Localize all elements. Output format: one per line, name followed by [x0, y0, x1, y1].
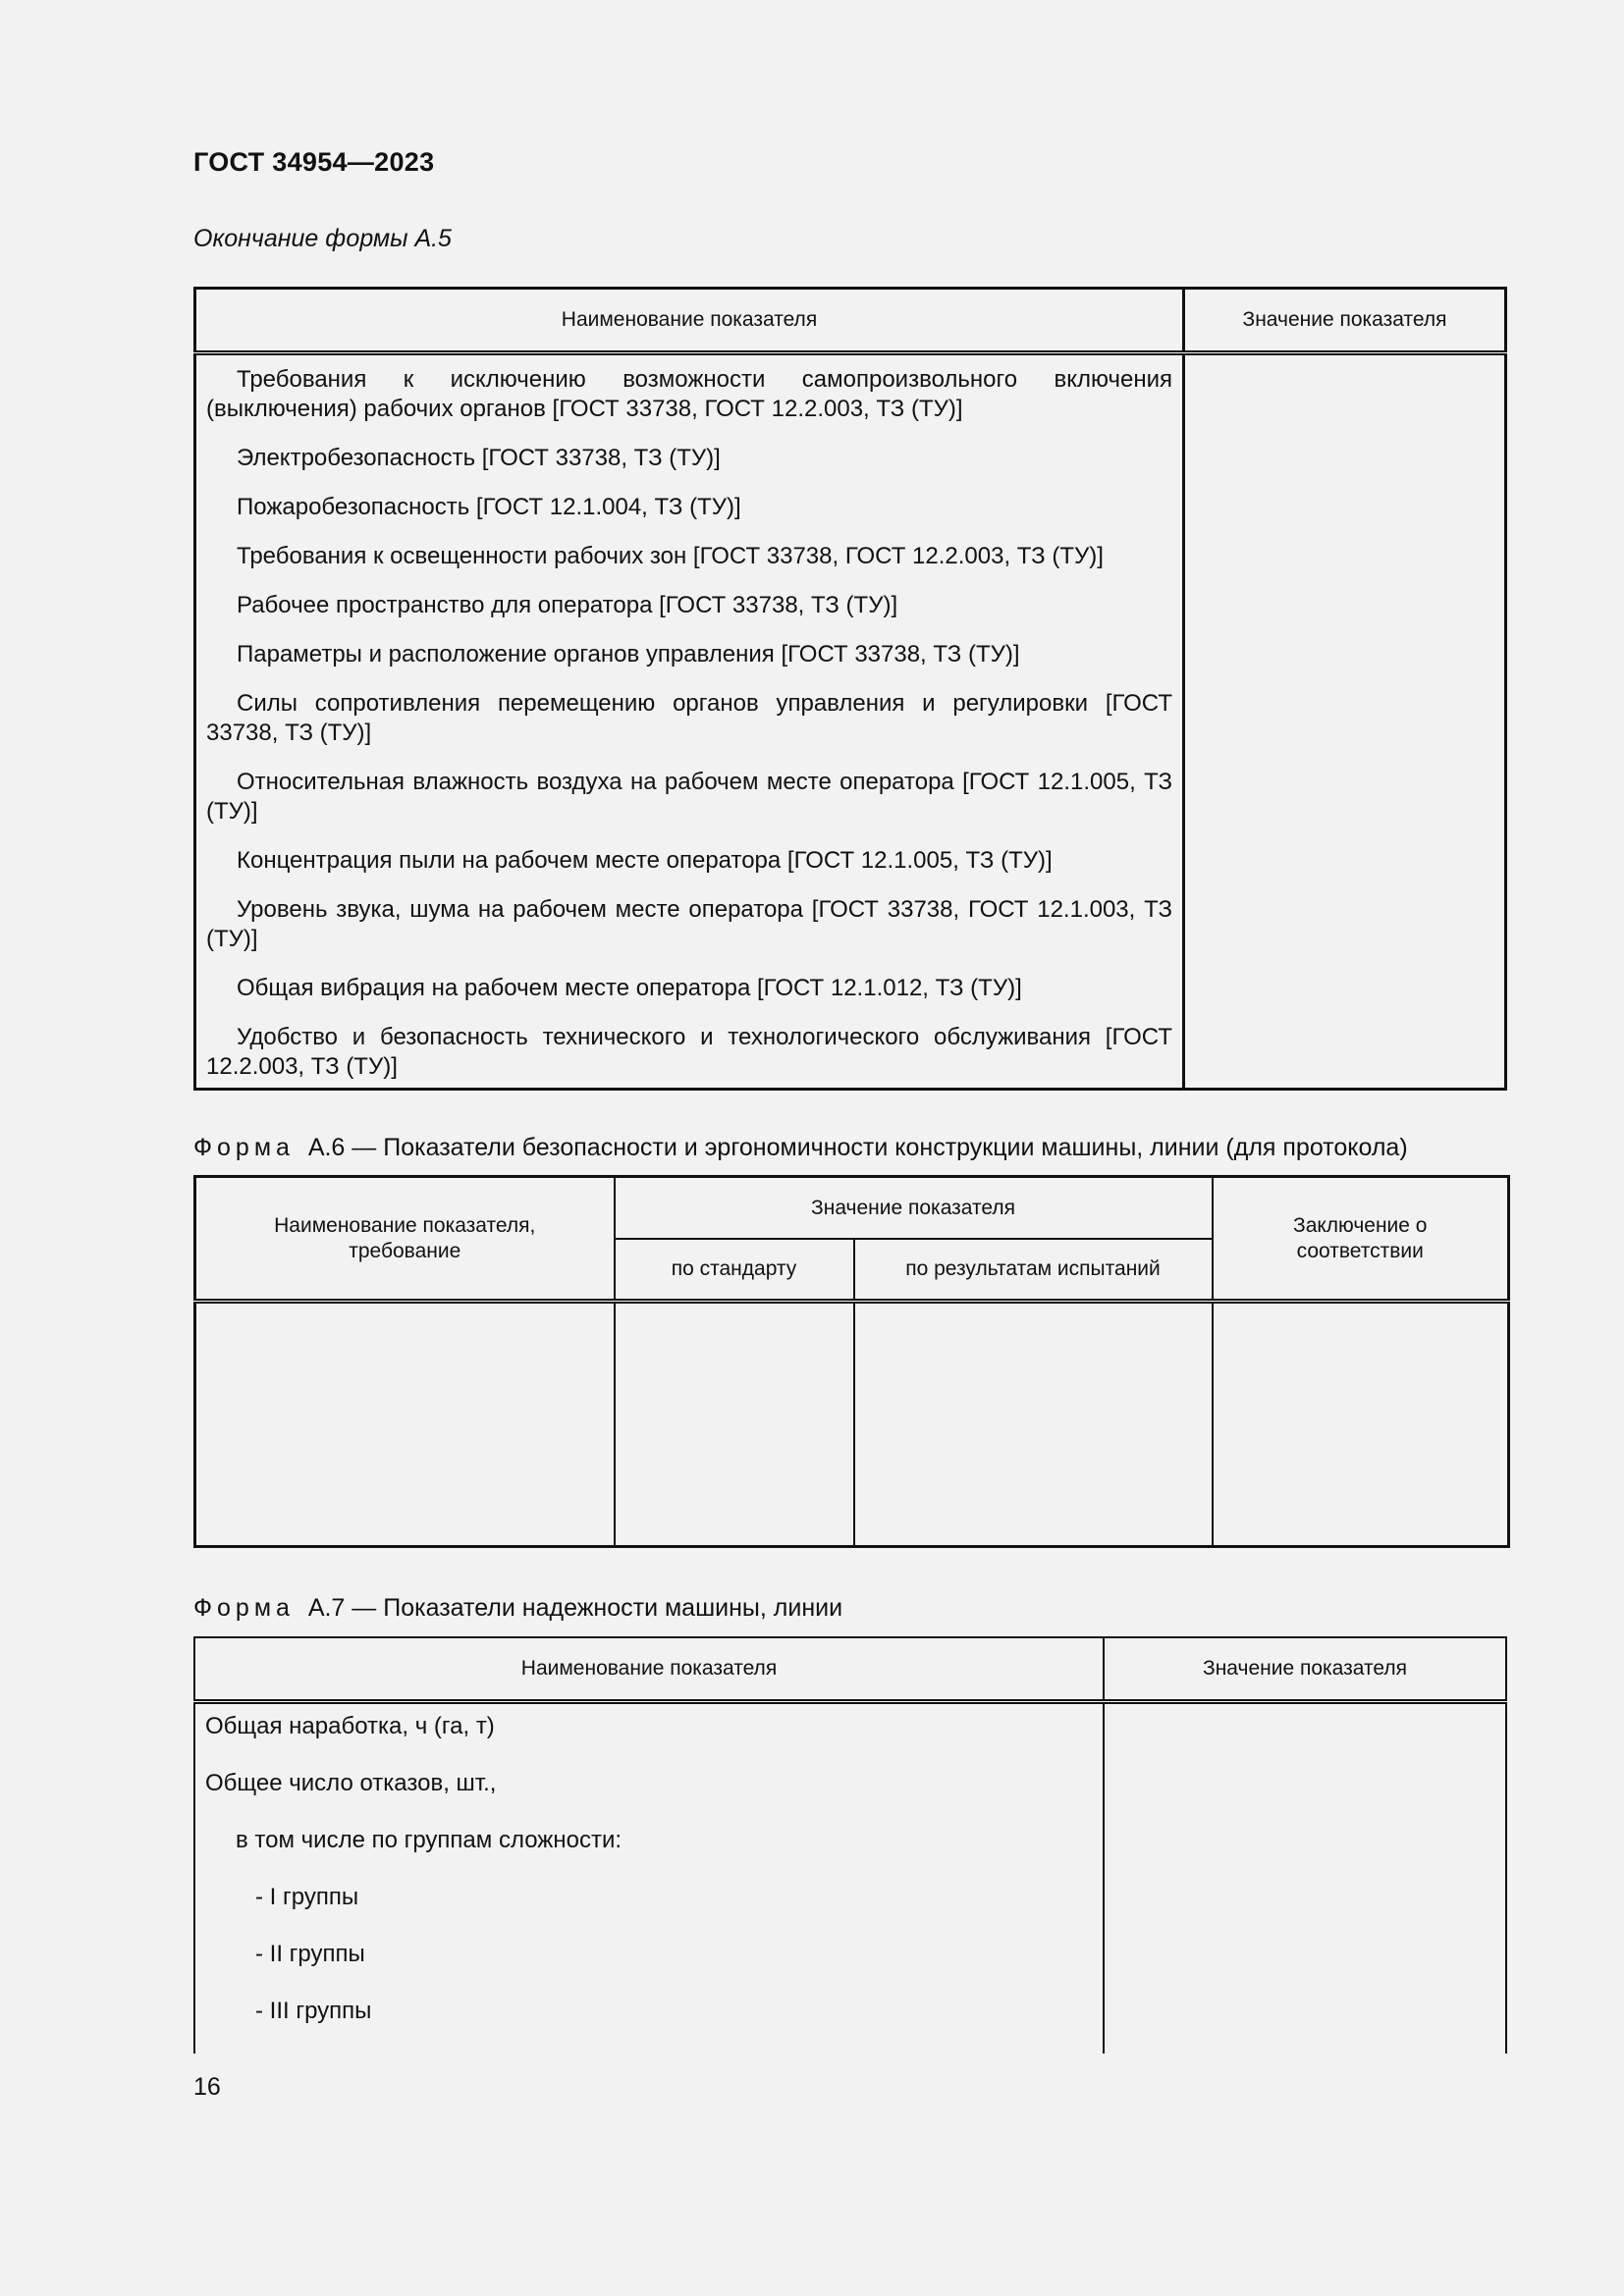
column-header-indicator-value: Значение показателя — [1104, 1637, 1506, 1702]
page-number: 16 — [193, 2073, 221, 2101]
list-item: в том числе по группам сложности: — [236, 1827, 623, 1853]
list-item: Общее число отказов, шт., — [205, 1770, 497, 1796]
form-a7-table — [193, 1636, 1507, 2054]
column-header-by-standard: по стандарту — [615, 1239, 854, 1302]
column-header-name-requirement: Наименование показателя, требование — [195, 1177, 615, 1302]
list-item: - III группы — [255, 1998, 372, 2024]
indicator-item: Относительная влажность воздуха на рабочем месте оператора [ГОСТ 12.1.005, ТЗ (ТУ)] — [206, 769, 1172, 825]
column-header-indicator-name: Наименование показателя — [195, 289, 1184, 353]
indicator-item: Пожаробезопасность [ГОСТ 12.1.004, ТЗ (ТУ)] — [237, 494, 741, 520]
form-a7-caption-word: Форма — [193, 1594, 295, 1622]
form-a7-caption-text: А.7 — Показатели надежности машины, линии — [307, 1594, 843, 1622]
form-a6-caption-word: Форма — [193, 1134, 295, 1161]
form-a6-table — [193, 1175, 1510, 1548]
indicator-item: Требования к исключению возможности самопроизвольного включения (выключения) рабочих органов [ГОСТ 33738, ГОСТ 12.2.003, ТЗ (ТУ)] — [206, 366, 1172, 422]
list-item: - II группы — [255, 1941, 365, 1967]
indicator-item: Уровень звука, шума на рабочем месте оператора [ГОСТ 33738, ГОСТ 12.1.003, ТЗ (ТУ)] — [206, 896, 1172, 952]
indicator-item: Концентрация пыли на рабочем месте оператора [ГОСТ 12.1.005, ТЗ (ТУ)] — [237, 847, 1053, 874]
form-a7-caption — [193, 1594, 842, 1623]
indicator-item: Электробезопасность [ГОСТ 33738, ТЗ (ТУ)] — [237, 445, 721, 471]
form-a6-caption-text: А.6 — Показатели безопасности и эргономичности конструкции машины, линии (для протокола) — [307, 1134, 1408, 1161]
indicator-item: Силы сопротивления перемещению органов управления и регулировки [ГОСТ 33738, ТЗ (ТУ)] — [206, 690, 1172, 746]
column-header-value-group: Значение показателя — [615, 1177, 1213, 1240]
column-header-indicator-name: Наименование показателя — [194, 1637, 1104, 1702]
empty-cell — [854, 1302, 1213, 1547]
column-header-conclusion: Заключение о соответствии — [1213, 1177, 1509, 1302]
column-header-indicator-value: Значение показателя — [1184, 289, 1506, 353]
indicator-values-cell — [1184, 353, 1506, 1090]
indicator-item: Общая вибрация на рабочем месте оператора [ГОСТ 12.1.012, ТЗ (ТУ)] — [237, 975, 1022, 1001]
indicator-item: Параметры и расположение органов управления [ГОСТ 33738, ТЗ (ТУ)] — [237, 641, 1020, 667]
indicator-names-cell — [195, 353, 1184, 1090]
list-item: - I группы — [255, 1884, 359, 1910]
reliability-names-cell — [194, 1702, 1104, 2055]
column-header-by-test-results: по результатам испытаний — [854, 1239, 1213, 1302]
form-continuation-label: Окончание формы А.5 — [193, 225, 452, 252]
indicator-item: Требования к освещенности рабочих зон [ГОСТ 33738, ГОСТ 12.2.003, ТЗ (ТУ)] — [237, 543, 1104, 569]
form-a5-table — [193, 287, 1507, 1091]
document-code: ГОСТ 34954—2023 — [193, 147, 435, 177]
indicator-item: Рабочее пространство для оператора [ГОСТ 33738, ТЗ (ТУ)] — [237, 592, 898, 618]
list-item: Общая наработка, ч (га, т) — [205, 1713, 495, 1739]
reliability-values-cell — [1104, 1702, 1506, 2055]
indicator-item: Удобство и безопасность технического и технологического обслуживания [ГОСТ 12.2.003, ТЗ (ТУ)] — [206, 1024, 1172, 1080]
empty-cell — [1213, 1302, 1509, 1547]
form-a6-caption — [193, 1134, 1408, 1162]
empty-cell — [195, 1302, 615, 1547]
empty-cell — [615, 1302, 854, 1547]
